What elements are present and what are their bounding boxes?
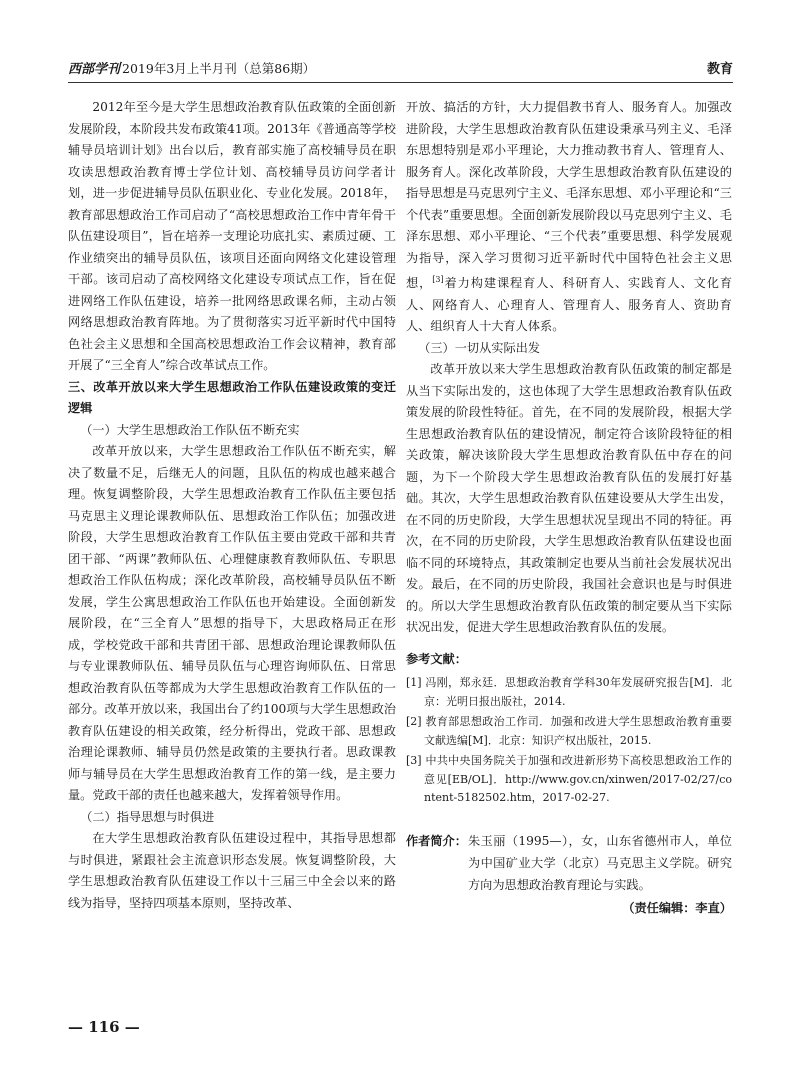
- paragraph: 在大学生思想政治教育队伍建设过程中，其指导思想都与时俱进，紧跟社会主流意识形态发展。恢复调整阶段，大学生思想政治教育队伍建设工作以十三届三中全会以来的路线为指导，坚持四项基本原则，坚持改革、: [68, 831, 396, 910]
- citation-mark: [3]: [432, 275, 444, 284]
- right-column: [406, 97, 732, 919]
- left-column: [68, 97, 396, 914]
- author-text: 朱玉丽（1995—），女，山东省德州市人，单位为中国矿业大学（北京）马克思主义学院。研究方向为思想政治教育理论与实践。: [468, 833, 732, 892]
- subsection-heading: （一）大学生思想政治工作队伍不断充实: [80, 422, 300, 437]
- subsection-heading: （二）指导思想与时俱进: [80, 809, 215, 824]
- reference-item: [3] 中共中央国务院关于加强和改进新形势下高校思想政治工作的意见[EB/OL]．http://www.gov.cn/xinwen/2017-02/27/content-5182502.htm，2017-02-27.: [406, 754, 732, 805]
- running-header: [68, 58, 733, 83]
- reference-item: [1] 冯刚，郑永廷．思想政治教育学科30年发展研究报告[M]．北京：光明日报出版社，2014.: [406, 676, 732, 708]
- section-heading: 三、改革开放以来大学生思想政治工作队伍建设政策的变迁逻辑: [68, 379, 396, 415]
- journal-title: [68, 58, 315, 77]
- author-label: 作者简介：: [406, 833, 467, 848]
- issue-info: 2019年3月上半月刊（总第86期）: [122, 61, 316, 76]
- references-title: 参考文献：: [406, 651, 467, 666]
- paragraph: 改革开放以来，大学生思想政治工作队伍不断充实，解决了数量不足，后继无人的问题，且队伍的构成也越来越合理。恢复调整阶段，大学生思想政治教育工作队伍主要包括马克思主义理论课教师队伍、思想政治工作队伍；加强改进阶段，大学生思想政治教育工作队伍主要由党政干部和共青团干部、“两课”教师队伍、心理健康教育教师队伍、专职思想政治工作队伍构成；深化改革阶段，高校辅导员队伍不断发展，学生公寓思想政治工作队伍也开始建设。全面创新发展阶段，在“三全育人”思想的指导下，大思政格局正在形成，学校党政干部和共青团干部、思想政治理论课教师队伍与专业课教师队伍、辅导员队伍与心理咨询师队伍、日常思想政治教育队伍等都成为大学生思想政治教育工作队伍的一部分。改革开放以来，我国出台了约100项与大学生思想政治教育队伍建设的相关政策，经分析得出，党政干部、思想政治理论课教师、辅导员仍然是政策的主要执行者。思政课教师与辅导员在大学生思想政治教育工作的第一线，是主要力量。党政干部的责任也越来越大，发挥着领导作用。: [68, 444, 396, 802]
- responsible-editor: （责任编辑：李直）: [622, 900, 732, 915]
- paragraph-text: 开放、搞活的方针，大力提倡教书育人、服务育人。加强改进阶段，大学生思想政治教育队伍建设秉承马列主义、毛泽东思想特别是邓小平理论，大力推动教书育人、管理育人、服务育人。深化改革阶段，大学生思想政治教育队伍建设的指导思想是马克思列宁主义、毛泽东思想、邓小平理论和“三个代表”重要思想。全面创新发展阶段以马克思列宁主义、毛泽东思想、邓小平理论、“三个代表”重要思想、科学发展观为指导，深入学习贯彻习近平新时代中国特色社会主义思想，: [406, 100, 732, 291]
- journal-logo: 西部学刊: [68, 62, 121, 77]
- paragraph-text: 着力构建课程育人、科研育人、实践育人、文化育人、网络育人、心理育人、管理育人、服务育人、资助育人、组织育人十大育人体系。: [406, 276, 733, 334]
- paragraph-continued: [406, 97, 732, 338]
- paragraph: 改革开放以来大学生思想政治教育队伍政策的制定都是从当下实际出发的，这也体现了大学生思想政治教育队伍政策发展的阶段性特征。首先，在不同的发展阶段，根据大学生思想政治教育队伍的建设情况，制定符合该阶段特征的相关政策，解决该阶段大学生思想政治教育队伍中存在的问题，为下一个阶段大学生思想政治教育队伍的发展打好基础。其次，大学生思想政治教育队伍建设要从大学生出发，在不同的历史阶段，大学生思想状况呈现出不同的特征。再次，在不同的历史阶段，大学生思想政治教育队伍建设也面临不同的环境特点，其政策制定也要从当前社会发展状况出发。最后，在不同的历史阶段，我国社会意识也是与时俱进的。所以大学生思想政治教育队伍政策的制定要从当下实际状况出发，促进大学生思想政治教育队伍的发展。: [406, 362, 732, 635]
- author-info: [406, 830, 732, 896]
- page-number: — 116 —: [68, 1018, 140, 1036]
- subsection-heading: （三）一切从实际出发: [418, 340, 541, 355]
- section-tag: 教育: [706, 62, 733, 77]
- paragraph: 2012年至今是大学生思想政治教育队伍政策的全面创新发展阶段，本阶段共发布政策41项。2013年《普通高等学校辅导员培训计划》出台以后，教育部实施了高校辅导员在职攻读思想政治教育博士学位计划、高校辅导员访问学者计划，进一步促进辅导员队伍职业化、专业化发展。2018年，教育部思想政治工作司启动了“高校思想政治工作中青年骨干队伍建设项目”，旨在培养一支理论功底扎实、素质过硬、工作业绩突出的辅导员队伍，该项目还面向网络文化建设管理干部。该司启动了高校网络文化建设专项试点工作，旨在促进网络工作队伍建设，培养一批网络思政课名师，主动占领网络思想政治教育阵地。为了贯彻落实习近平新时代中国特色社会主义思想和全国高校思想政治工作会议精神，教育部开展了“三全育人”综合改革试点工作。: [68, 100, 396, 372]
- reference-item: [2] 教育部思想政治工作司．加强和改进大学生思想政治教育重要文献选编[M]．北京：知识产权出版社，2015.: [406, 715, 732, 747]
